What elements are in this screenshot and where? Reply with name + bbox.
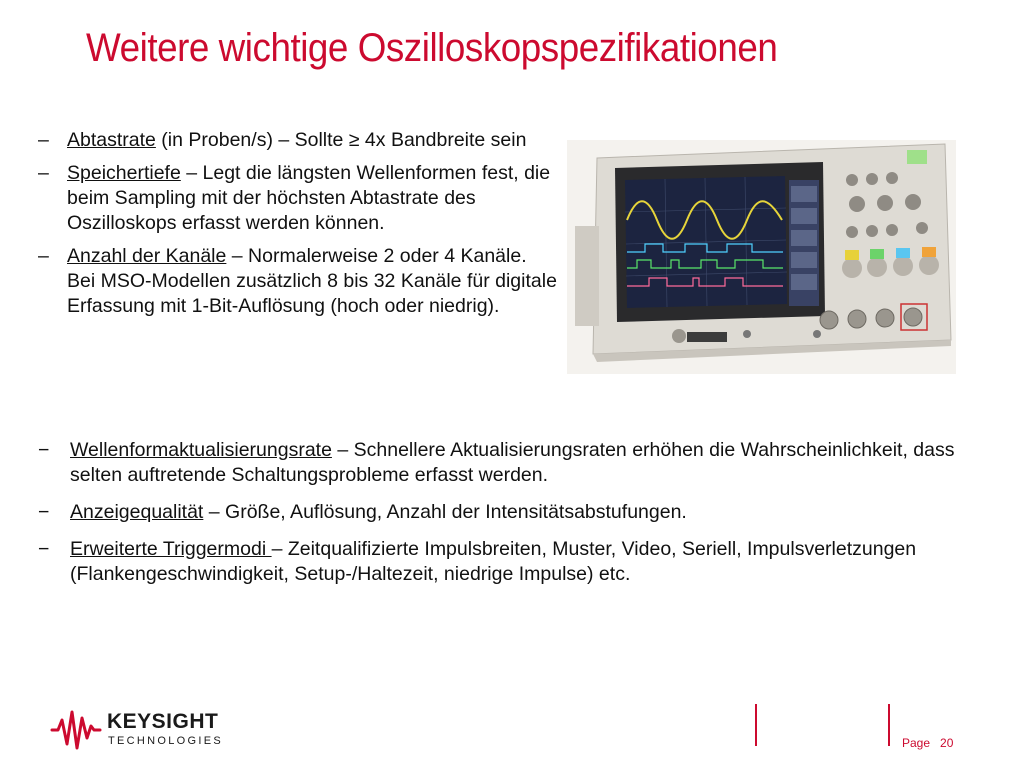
bullet-dash: −	[38, 439, 50, 461]
bullet-term: Erweiterte Triggermodi	[70, 538, 272, 560]
page-label: Page	[902, 736, 931, 750]
bullet-item	[38, 438, 978, 488]
bullet-item	[38, 128, 558, 153]
oscilloscope-image	[567, 140, 956, 374]
bullet-term: Wellenformaktualisierungsrate	[70, 439, 332, 461]
bullet-term: Anzahl der Kanäle	[67, 245, 227, 267]
bullet-dash: –	[38, 245, 49, 267]
slide-title: Weitere wichtige Oszilloskopspezifikationen	[86, 26, 778, 70]
oscilloscope-icon	[567, 140, 956, 374]
bullet-text: – Legt die längsten Wellenformen fest, die beim Sampling mit der höchsten Abtastrate des Oszilloskops erfasst werden können.	[67, 162, 551, 234]
bullet-list	[38, 128, 558, 327]
bullet-text: – Schnellere Aktualisierungsraten erhöhen die Wahrscheinlichkeit, dass selten auftretende Schaltungsprobleme erfasst werden.	[70, 439, 955, 486]
bullet-list-wide	[38, 438, 978, 599]
bullet-term: Abtastrate	[67, 129, 156, 151]
bullet-text: (in Proben/s) – Sollte ≥ 4x Bandbreite sein	[155, 129, 527, 151]
bullet-item	[38, 161, 558, 236]
bullet-term: Speichertiefe	[67, 162, 181, 184]
bullet-dash: –	[38, 129, 49, 151]
bullet-item	[38, 537, 978, 587]
bullet-term: Anzeigequalität	[70, 501, 204, 523]
bullet-item	[38, 244, 558, 319]
brand-name: KEYSIGHT	[107, 710, 219, 733]
footer-divider	[888, 704, 890, 746]
bullet-item	[38, 500, 978, 525]
bullet-dash: −	[38, 501, 50, 523]
bullet-dash: −	[38, 538, 50, 560]
bullet-text: – Größe, Auflösung, Anzahl der Intensitätsabstufungen.	[203, 501, 687, 523]
bullet-dash: –	[38, 162, 49, 184]
page-indicator	[902, 736, 953, 750]
bullet-text: – Normalerweise 2 oder 4 Kanäle. Bei MSO-Modellen zusätzlich 8 bis 32 Kanäle für digitale Erfassung mit 1-Bit-Auflösung (hoch oder niedrig).	[67, 245, 557, 317]
keysight-wave-logo-icon	[50, 708, 102, 752]
brand-subtitle: TECHNOLOGIES	[108, 735, 224, 747]
footer-divider	[755, 704, 757, 746]
bullet-text: – Zeitqualifizierte Impulsbreiten, Muster, Video, Seriell, Impulsverletzungen (Flankengeschwindigkeit, Setup-/Haltezeit, niedrige Impulse) etc.	[70, 538, 917, 585]
page-number: 20	[940, 736, 954, 750]
